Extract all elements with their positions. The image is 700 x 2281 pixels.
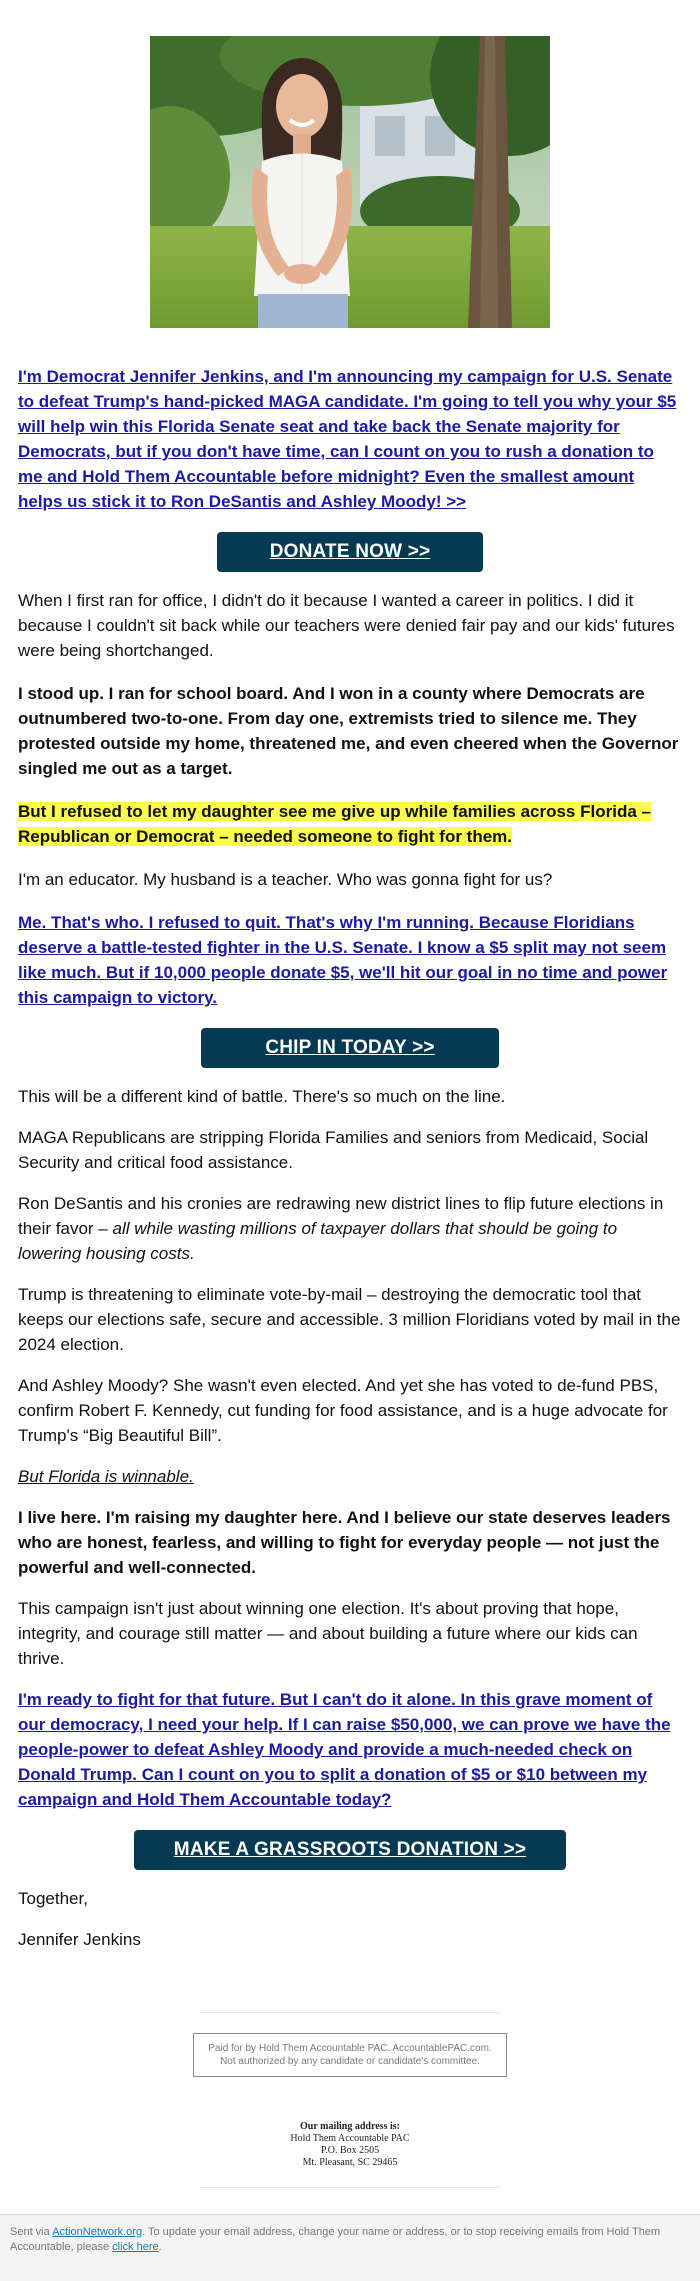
chip-in-button[interactable]: CHIP IN TODAY >> xyxy=(201,1028,499,1068)
sent-via-text: Sent via xyxy=(10,2226,53,2238)
split-donation-link[interactable]: I'm ready to fight for that future. But I can't do it alone. In this grave moment of our democracy, I need your help. If I can raise $50,000, we can prove we have the people-power to defeat Ashley Moody and provide a much-needed check on Donald Trump. Can I count on you to split a donation of $5 or $10 between my campaign and Hold Them Accountable today? xyxy=(18,1690,671,1809)
mailing-address xyxy=(0,2121,700,2169)
paragraph-campaign-hope: This campaign isn't just about winning one election. It's about proving that hope, integrity, and courage still matter — and about building a future where our kids can thrive. xyxy=(18,1599,638,1668)
mailing-line-2: P.O. Box 2505 xyxy=(320,2145,380,2156)
paragraph-stood-up: I stood up. I ran for school board. And I won in a county where Democrats are outnumbered two-to-one. From day one, extremists tried to silence me. They protested outside my home, threatened me, and even cheered when the Governor singled me out as a target. xyxy=(18,684,679,778)
hero-photo[interactable] xyxy=(150,36,550,328)
intro-donation-link[interactable]: I'm Democrat Jennifer Jenkins, and I'm announcing my campaign for U.S. Senate to defeat Trump's hand-picked MAGA candidate. I'm going to tell you why your $5 will help win this Florida Senate seat and take back the Senate majority for Democrats, but if you don't have time, can I count on you to rush a donation to me and Hold Them Accountable before midnight? Even the smallest amount helps us stick it to Ron DeSantis and Ashley Moody! >> xyxy=(18,367,677,511)
paragraph-maga-stripping: MAGA Republicans are stripping Florida Families and seniors from Medicaid, Social Security and critical food assistance. xyxy=(18,1128,649,1172)
signoff-name: Jennifer Jenkins xyxy=(18,1930,141,1949)
mailing-line-1: Hold Them Accountable PAC xyxy=(290,2133,410,2144)
paragraph-first-ran: When I first ran for office, I didn't do it because I wanted a career in politics. I did it because I couldn't sit back while our teachers were denied fair pay and our kids' futures were being shortchanged. xyxy=(18,591,675,660)
paragraph-educator: I'm an educator. My husband is a teacher. Who was gonna fight for us? xyxy=(18,870,553,889)
unsubscribe-bar xyxy=(0,2214,700,2281)
paragraph-ashley-moody: And Ashley Moody? She wasn't even elected. And yet she has voted to de-fund PBS, confirm Robert F. Kennedy, cut funding for food assistance, and is a huge advocate for Trump's “Big Beautiful Bill”. xyxy=(18,1376,668,1445)
paragraph-refused xyxy=(18,799,682,849)
winnable-text: But Florida is winnable. xyxy=(18,1467,194,1486)
action-network-link[interactable]: ActionNetwork.org xyxy=(52,2226,143,2238)
grassroots-donation-button[interactable]: MAKE A GRASSROOTS DONATION >> xyxy=(134,1830,566,1870)
email-body xyxy=(0,36,700,2188)
click-here-link[interactable]: click here xyxy=(112,2241,159,2253)
mailing-line-3: Mt. Pleasant, SC 29465 xyxy=(302,2157,398,2168)
paragraph-vote-by-mail: Trump is threatening to eliminate vote-by-mail – destroying the democratic tool that keeps our elections safe, secure and accessible. 3 million Floridians voted by mail in the 2024 election. xyxy=(18,1285,681,1354)
period-text: . xyxy=(158,2241,162,2253)
paragraph-live-here: I live here. I'm raising my daughter here. And I believe our state deserves leaders who are honest, fearless, and willing to fight for everyday people — not just the powerful and well-connected. xyxy=(18,1508,671,1577)
paragraph-winnable xyxy=(18,1464,682,1489)
footer-divider-bottom xyxy=(200,2187,500,2188)
paragraph-redistricting xyxy=(18,1191,682,1266)
signoff-together: Together, xyxy=(18,1889,88,1908)
paid-for-disclaimer: Paid for by Hold Them Accountable PAC. AccountablePAC.com. Not authorized by any candidate or candidate's committee. xyxy=(193,2033,507,2077)
footer xyxy=(0,2012,700,2188)
redistricting-text: Ron DeSantis and his cronies are redrawing new district lines to flip future elections in their favor – xyxy=(18,1194,664,1238)
battle-tested-link[interactable]: Me. That's who. I refused to quit. That's why I'm running. Because Floridians deserve a battle-tested fighter in the U.S. Senate. I know a $5 split may not seem like much. But if 10,000 people donate $5, we'll hit our goal in no time and power this campaign to victory. xyxy=(18,913,668,1007)
donate-now-button[interactable]: DONATE NOW >> xyxy=(217,532,483,572)
highlighted-text: But I refused to let my daughter see me give up while families across Florida – Republican or Democrat – needed someone to fight for them. xyxy=(18,802,651,846)
candidate-photo xyxy=(150,36,550,328)
paragraph-different-battle: This will be a different kind of battle. There's so much on the line. xyxy=(18,1087,506,1106)
redistricting-italic: all while wasting millions of taxpayer dollars that should be going to lowering housing costs. xyxy=(18,1219,618,1263)
mailing-label: Our mailing address is: xyxy=(300,2121,400,2132)
unsubscribe-text: . To update your email address, change your name or address, or to stop receiving emails from Hold Them Accountable, please xyxy=(10,2226,661,2253)
